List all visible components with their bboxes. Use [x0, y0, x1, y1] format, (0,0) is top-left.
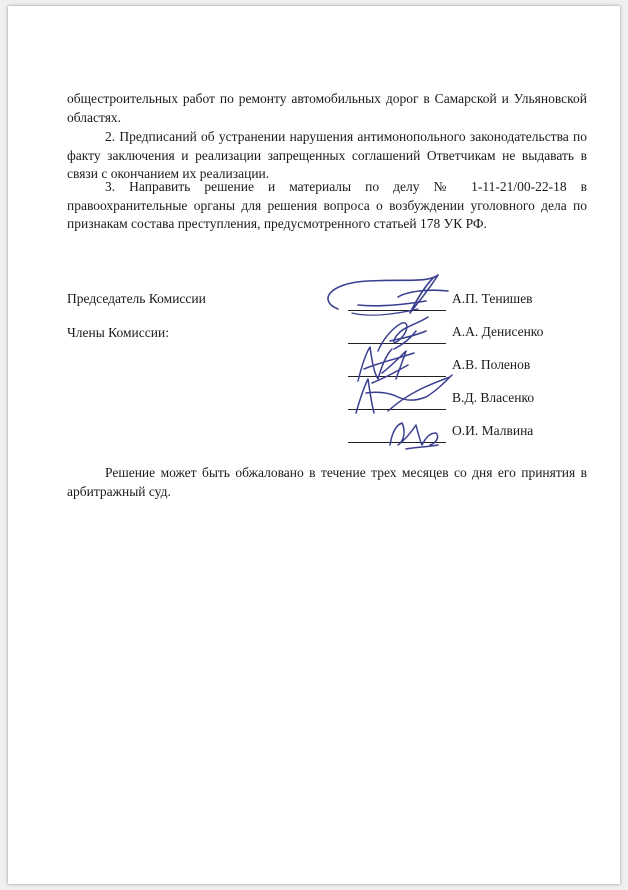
signature-4 [356, 375, 452, 413]
chair-label: Председатель Комиссии [67, 291, 206, 306]
signature-line-5 [348, 442, 446, 443]
members-label: Члены Комиссии: [67, 325, 169, 340]
signatory-name-5: О.И. Малвина [452, 423, 534, 438]
signature-2 [378, 317, 428, 351]
signature-line-3 [348, 376, 446, 377]
paragraph-item-3: 3. Направить решение и материалы по делу № 1-11-21/00-22-18 в правоохранительные органы для решения вопроса о возбуждении уголовного дела по признакам состава преступления, предусмотренного статьей 178 УК РФ. [67, 179, 587, 232]
signature-line-2 [348, 343, 446, 344]
handwritten-signatures [298, 261, 478, 461]
signatory-name-4: В.Д. Власенко [452, 390, 535, 405]
signature-line-1 [348, 310, 446, 311]
paragraph-continuation: общестроительных работ по ремонту автомобильных дорог в Самарской и Ульяновской областях. [67, 91, 587, 125]
signatory-name-2: А.А. Денисенко [452, 324, 544, 339]
signatory-name-3: А.В. Поленов [452, 357, 531, 372]
signature-3 [358, 347, 414, 383]
signatory-name-1: А.П. Тенишев [452, 291, 533, 306]
appeal-notice: Решение может быть обжаловано в течение трех месяцев со дня его принятия в арбитражный суд. [67, 465, 587, 499]
paragraph-item-2: 2. Предписаний об устранении нарушения антимонопольного законодательства по факту заключения и реализации запрещенных соглашений Ответчикам не выдавать в связи с окончанием их реализации. [67, 129, 587, 182]
signature-5 [390, 423, 438, 449]
document-page [8, 6, 620, 884]
signature-line-4 [348, 409, 446, 410]
